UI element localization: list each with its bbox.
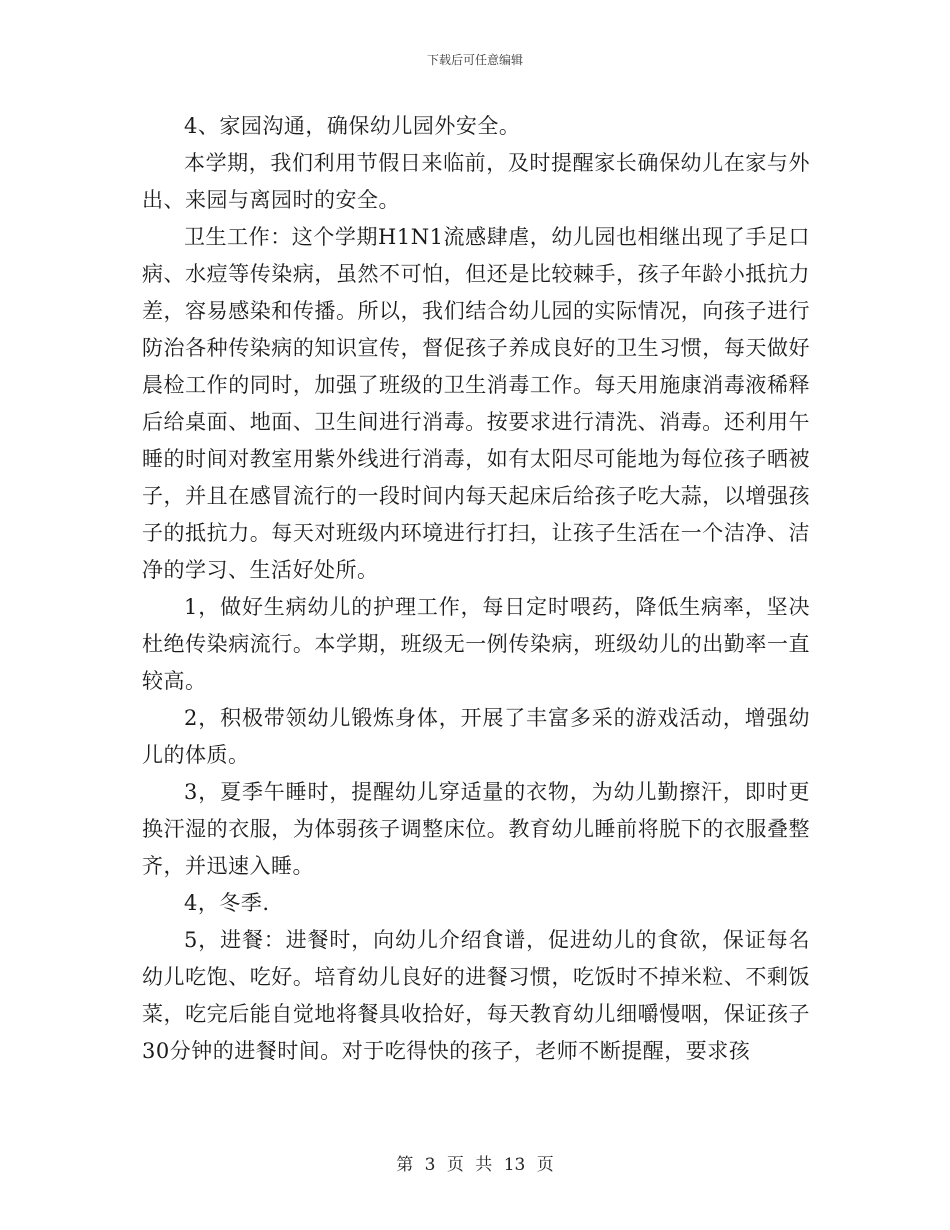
paragraph-sick-care: 1，做好生病幼儿的护理工作，每日定时喂药，降低生病率，坚决杜绝传染病流行。本学期，班级无一例传染病，班级幼儿的出勤率一直较高。 — [142, 595, 810, 693]
paragraph-winter: 4，冬季. — [184, 891, 270, 915]
paragraph-summer-nap: 3，夏季午睡时，提醒幼儿穿适量的衣物，为幼儿勤擦汗，即时更换汗湿的衣服，为体弱孩子调整床位。教育幼儿睡前将脱下的衣服叠整齐，并迅速入睡。 — [142, 780, 810, 878]
document-body — [142, 108, 810, 1070]
page-number: 第 3 页 共 13 页 — [396, 1155, 554, 1175]
paragraph-holiday-reminder: 本学期，我们利用节假日来临前，及时提醒家长确保幼儿在家与外出、来园与离园时的安全。 — [142, 151, 810, 212]
paragraph-meals: 5，进餐：进餐时，向幼儿介绍食谱，促进幼儿的食欲，保证每名幼儿吃饱、吃好。培育幼儿良好的进餐习惯，吃饭时不掉米粒、不剩饭菜，吃完后能自觉地将餐具收拾好，每天教育幼儿细嚼慢咽，保证孩子30分钟的进餐时间。对于吃得快的孩子，老师不断提醒，要求孩 — [142, 928, 810, 1063]
page-header: 下载后可任意编辑 — [426, 53, 523, 67]
paragraph-home-school-communication: 4、家园沟通，确保幼儿园外安全。 — [184, 114, 521, 138]
paragraph-hygiene-work: 卫生工作：这个学期H1N1流感肆虐，幼儿园也相继出现了手足口病、水痘等传染病，虽然不可怕，但还是比较棘手，孩子年龄小抵抗力差，容易感染和传播。所以，我们结合幼儿园的实际情况，向孩子进行防治各种传染病的知识宣传，督促孩子养成良好的卫生习惯，每天做好晨检工作的同时，加强了班级的卫生消毒工作。每天用施康消毒液稀释后给桌面、地面、卫生间进行消毒。按要求进行清洗、消毒。还利用午睡的时间对教室用紫外线进行消毒，如有太阳尽可能地为每位孩子晒被子，并且在感冒流行的一段时间内每天起床后给孩子吃大蒜，以增强孩子的抵抗力。每天对班级内环境进行打扫，让孩子生活在一个洁净、洁净的学习、生活好处所。 — [142, 225, 810, 582]
paragraph-exercise: 2，积极带领幼儿锻炼身体，开展了丰富多采的游戏活动，增强幼儿的体质。 — [142, 706, 810, 767]
